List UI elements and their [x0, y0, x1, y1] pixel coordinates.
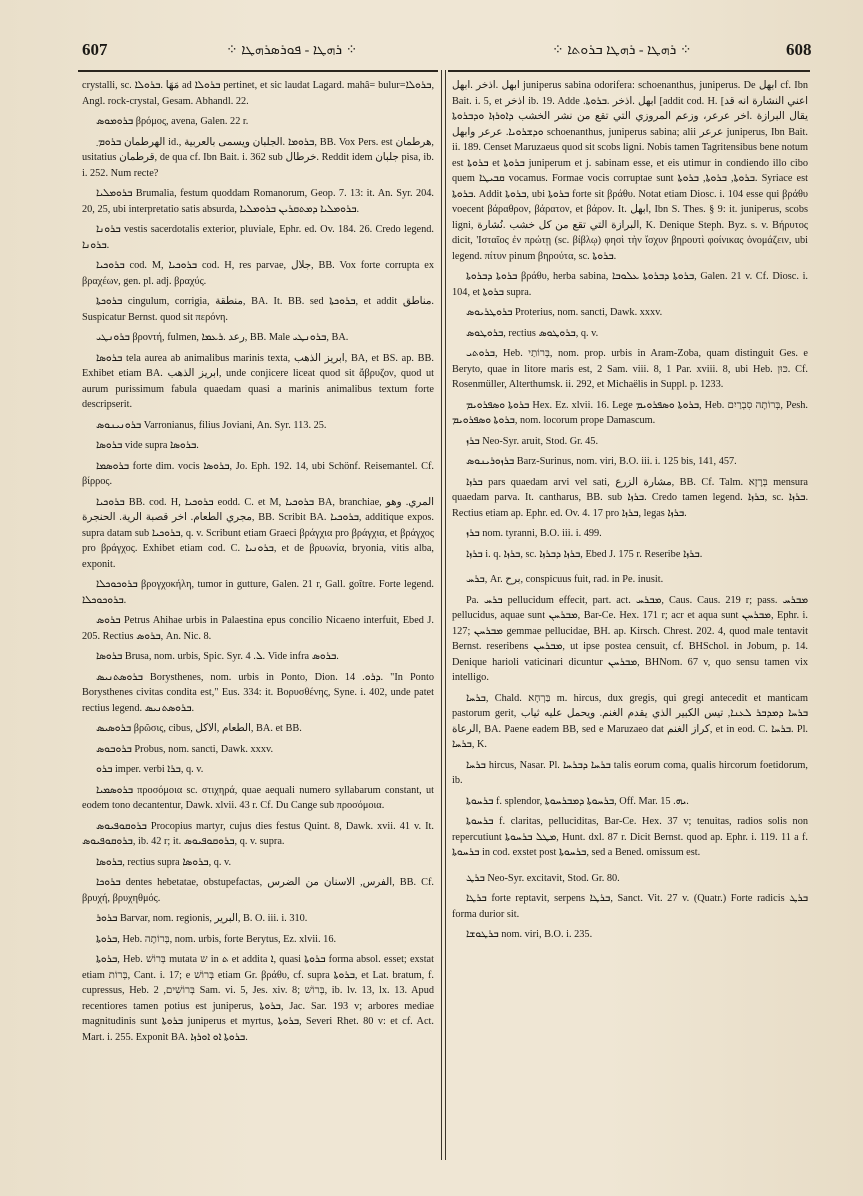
dictionary-entry: ܒܪܛ Neo-Syr. excitavit, Stod. Gr. 80. [466, 872, 620, 884]
left-header-rule [78, 70, 438, 72]
dictionary-entry: crystalli, sc. مَهَا .ܒܪܘܠܐ ad ܒܪܘܠܐ pertinet, et sic laudat Lagard. mahâ= bulur=ܒܪܘܠܐ, Angl. rock-crystal, Gesam. Abhandl. 22. [82, 80, 434, 107]
left-column [82, 78, 434, 1178]
right-page-number: 608 [786, 40, 812, 59]
dictionary-entry: ܒܪܘܩܘܦܝܘܣ Procopius martyr, cujus dies festus Quint. 8, Dawk. xvii. 41 v. It. ܒܪܘܩܘܦܝܘܣ, ib. 42 r; it. ܒܪܘܩܘܦܝܘܣ, q. v. supra. [82, 820, 434, 847]
dictionary-entry: ܒܪܘܪ Barvar, nom. regionis, البرير, B. O. iii. i. 310. [96, 913, 308, 924]
dictionary-entry: ܒܪܘ imper. verbi ܒܪܐ, q. v. [96, 764, 204, 775]
dictionary-entry: ܒܪܛܘܫܐ nom. viri, B.O. i. 235. [466, 929, 593, 940]
dictionary-entry: ܒܪܘܡܠܝܐ Brumalia, festum quoddam Romanorum, Geop. 7. 13: it. An. Syr. 204. 20, 25, ubi interpretatio satis absurda, ܒܪܘܡܠܝܐ ܕܡܬܩܪܝܢ ܒܪܘܡܠܝܐ. [82, 188, 434, 215]
dictionary-entry: ܒܪܘܟܘܟܠܐ βρογχοκήλη, tumor in gutture, Galen. 21 r, Gall. goître. Forte legend. ܒܪܘܟܘܟܠܐ. [82, 579, 434, 606]
dictionary-entry: ܒܪܘܣܝܣ βρῶσις, cibus, الطعام ,الاكل, BA. et BB. [96, 723, 302, 734]
dictionary-entry: ܒܪܘܣܐ tela aurea ab animalibus marinis texta, ابريز الذهب, BA, et BS. ap. BB. Exhibet etiam BA. ابريز الذهب, unde conjicere liceat quod sit ἄβρυζον, quod ut aurum purissimum fabula quaedam quasi a marinis animalibus textum forte descripserit. [82, 352, 434, 410]
dictionary-entry: ابهل .اذخر .ابهل juniperus sabina odorifera: schoenanthus, juniperus. De ابهل cf. Ibn Bait. i. 5, et اذخر ib. 19. Adde .ابهل .اذخر .ܒܪܘܬܐ [addit cod. H. [اعني النشارة انه قد يقال البرازة .اخر عرعر، وزعم المروزي التي تقع من نشر الخشب ܕܐܘܪܙܐ ܘܕܒܪܘܬܐ ܘܕܫܪܘܝܐ. عرعر وابهل schoenanthus, juniperus sabina; alii عرعر juniperus, Ibn Bait. ii. 189. Censet Maruzaeus quod sit scobs ligni. Nobis tamen Tagritensibus bene notum est ܒܪܘܬܐ et ܒܪܘܬܐ juniperum et j. sabinam esse, et eis utimur in condiendo illo cibo quem ܩܒܝܛܐ vocamus. Formae vocis corruptae sunt ܒܪܘܬܐ, ܒܪܘܬܐ, ܒܪܘܬܐ. Syriace est ܒܪܘܬܐ. Addit ܒܪܘܬܐ, ubi ܒܪܘܬܐ forte sit βράθυ. Notat etiam Diosc. i. 104 esse qui βράθυ voecent βάραθρον, βάρατον, et βάρον. It. ابهل, Ibn S. Thes. § 9: it. juniperus, scobs ligni, البرازة التي تقع من كل خشب .نُشارة, K. Denique Steph. Byz. s. v. Βήρυτος dicit, 'Ισταῖος ἐν πρώτῃ (sc. βίβλῳ) φησὶ τὴν ἴσχυν βηρουτὶ φοίνικας ὀνομάζειν, ubi legend. πίτυν pinum βηρούτα, sc. ܒܪܘܬܐ. [452, 80, 808, 262]
dictionary-entry: ܒܪܚ, Ar. برح, conspicuus fuit, rad. in Pe. inusit. [466, 574, 664, 585]
right-header-rule [448, 70, 810, 72]
dictionary-entry: ܒܪܚܐ, Chald. בַּרְחָא m. hircus, dux gregis, qui gregi antecedit et manticam pastorum gerit, ܒܪܚܐ ܕܡܕܒܪ ܠܥܢܐ, تيس الكبير الذي يقدم الغنم. ويحمل عليه ثياب الرعاة, BA. Paene eadem BB, sed e Maruzaeo dat كراز الغنم, et in eod. C. ܒܪܚܐ. Pl. ܒܪܚܐ, K. [452, 692, 808, 750]
dictionary-entry: ܒܪܘܬܐ ܕܒܪܘܬܐ βράθυ, herba sabina, ܒܪܘܬܐ ܕܒܪܘܬܐ ܥܠܘܒܐ, Galen. 21 v. Cf. Diosc. i. 104, et ܒܪܘܬܐ supra. [452, 271, 808, 298]
left-running-title: ⁘ ܪܗܛܐ - ܦܘܪܣܪܗܛܐ ⁘ [226, 43, 358, 58]
dictionary-entry: ܒܪܘܛܪܝܘܣ Proterius, nom. sancti, Dawk. xxxv. [466, 307, 663, 318]
dictionary-entry: ܒܪܘܣܐ, rectius supra ܒܪܘܣܐ, q. v. [96, 856, 232, 868]
dictionary-entry: ܒܪܘܣܡܝܐ προσόμοια sc. στιχηρά, quae aequali numero syllabarum constant, ut eodem tono decantentur, Dawk. xlvii. 43 r. Cf. Du Cange sub προσόμοια. [82, 784, 434, 811]
dictionary-entry: ܒܪܘܣܬܢܝܣ Borysthenes, nom. urbis in Ponto, Dion. ܕܪܘ. 14. "In Ponto Borysthenes civitas condita est," Eus. 334: it. Βορυσθένης, Syne. i. 402, unde patet rectius legend. ܒܪܘܣܬܢܝܣ. [82, 671, 434, 714]
dictionary-entry: ܒܪܘܟܝܐ cod. M, ܒܪܘܟܝܐ cod. H, res parvae, جلال, BB. Vox forte corrupta ex βραχέων, gen. pl. adj. βραχύς. [82, 260, 434, 287]
dictionary-entry: ܒܪܘܣܐ Brusa, nom. urbis, Spic. Syr. ܠ. 4. Vide infra ܒܪܘܣ. [96, 651, 339, 662]
dictionary-entry: ܒܪܘܒܘܣ Probus, nom. sancti, Dawk. xxxv. [96, 743, 274, 755]
dictionary-entry: ܒܪܙ nom. tyranni, B.O. iii. i. 499. [466, 528, 602, 539]
dictionary-entry: Pa. ܒܪܚ pellucidum effecit, part. act. ܡܒܪܚ, Caus. Caus. 219 r; pass. ܡܒܪܚ pellucidus, aquae sunt ܡܒܪܚܢ, Bar-Ce. Hex. 171 r; acr et aqua sunt ܡܒܪܚܢ, Ephr. i. 127; ܡܒܪܚܢ gemmae pellucidae, BH. ap. Kirsch. Chrest. 202. 4, quod male tentavit Bernst. reseribens ܡܒܪܚܢ, ut ipse postea censuit, cf. BHSchol. in Jobum, p. 14. Denique harioli vaticinari dicuntur ܡܒܪܚܢ, BHNom. 67 v, quo sensu tamen vix intelligo. [452, 594, 808, 683]
dictionary-entry: ܒܪܚܐ hircus, Nasar. Pl. ܒܪܚܐ ܕܒܪܚܐ talis eorum coma, qualis hircorum foetidorum, ib. [452, 759, 808, 786]
left-page-number: 607 [82, 40, 108, 59]
column-divider [441, 70, 446, 1160]
dictionary-entry: ܒܪܙܘܪܝܢܘܣ Barz-Surinus, nom. viri, B.O. iii. i. 125 bis, 141, 457. [466, 456, 737, 467]
dictionary-entry: ܒܪܘܢܐ vestis sacerdotalis exterior, pluviale, Ephr. ed. Ov. 184. 26. Credo legend. ܒܪܘܢܐ. [82, 224, 434, 251]
right-column [452, 78, 808, 1178]
dictionary-entry: ܒܪܙܐ i. q. ܒܪܙܐ, sc. ܒܪܙܐ ܕܒܪܙܐ, Ebed J. 175 r. Reseribe ܒܪܙܐ. [466, 548, 703, 560]
running-header [0, 40, 863, 66]
dictionary-entry: ܒܪܘܣ Petrus Ahihae urbis in Palaestina epus concilio Nicaeno interfuit, Ebed J. 205. Rectius ܒܪܘܣ, An. Nic. 8. [82, 615, 434, 642]
dictionary-entry: ܒܪܘܢܝܢܘܣ Varronianus, filius Joviani, An. Syr. 113. 25. [96, 419, 327, 431]
dictionary-entry: ܒܪܘܢܛܝ βροντή, fulmen, رعد .ܪܥܡܐ, BB. Male ܒܪܘܢܛܝ, BA. [96, 332, 349, 343]
dictionary-entry: ܒܪܘܬܝ, Heb. בְּרוֹתַי, nom. prop. urbis in Aram-Zoba, quam distinguit Ges. e Beryto, quae in litore maris est, 2 Sam. viii. 8, 1 Par. xviii. 8, ubi Heb. כּוּן. Cf. Rosenmüller, Alterthumsk. ii. 292, et Michaëlis in Suppl. p. 1233. [452, 348, 808, 390]
dictionary-entry: الهرطمان ܒܪܘܡ܂ id., ܒܪܘܡܐ .الجلبان ويسمى بالعربية, BB. Vox Pers. est هرطمان, usitatius قرطمان, de qua cf. Ibn Bait. i. 362 sub خرطال. Reddit idem جلبان pisa, ib. i. 252. Num recte? [82, 136, 434, 179]
dictionary-entry: ܒܪܘܬܐ, Heb. בְּרוֹשׁ mutata ש in ܬ et addita ܐ, quasi ܒܪܘܬܐ forma absol. esset; exstat etiam בְּרוֹת, Cant. i. 17; e בְּרוֹשׁ etiam Gr. βράθυ, cf. supra ܒܪܘܬܐ, et Lat. bratum, f. cupressus, Heb. בְּרוֹשִׁים, 2 Sam. vi. 5, Jes. xiv. 8; בְּרוֹשׁ, ib. lv. 13, lx. 13. Apud recentiores tamen potius est juniperus, ܒܪܘܬܐ, Jac. Sar. 193 v; arbores mediae magnitudinis sunt ܒܪܘܬܐ juniperus et myrtus, ܒܪܘܬܐ, Severi Rhet. 80 v: et cf. Act. Mart. i. 255. Exponit BA. ܒܪܘܬܐ ܐܘ ܐܘܪܙܐ. [82, 954, 434, 1043]
dictionary-entry: ܒܪܘܬܐ, Heb. בְּרוֹתָה, nom. urbis, forte Berytus, Ez. xlvii. 16. [96, 933, 337, 945]
dictionary-entry: ܒܪܘܬܐ ܘܣܦܪܘܝܡ Hex. Ez. xlvii. 16. Lege ܒܪܘܬܐ ܘܣܦܪܘܝܡ, Heb. בְּרוֹתָה סִבְרַיִם, Pesh. ܒܪܘܬܐ ܘܣܦܪܘܝܡ, nom. locorum prope Damascum. [452, 399, 808, 426]
dictionary-entry: ܒܪܘܟܐ dentes hebetatae, obstupefactas, الفرس, الاسنان من الضرس, BB. Cf. βρυχή, βρυχηθμός. [82, 877, 434, 904]
dictionary-entry: ܒܪܙ Neo-Syr. aruit, Stod. Gr. 45. [466, 435, 599, 447]
dictionary-entry: ܒܪܘܟܝܐ BB. cod. H, ܒܪܘܟܝܐ eodd. C. et M, ܒܪܘܟܝܐ BA, branchiae, المري. وهو مجري الطعام. اخر قصبة الرية. الحنجرة, BB. Scribit BA. ܒܪܘܟܝܐ, additique expos. supra datam sub ܒܪܘܟܝܐ, q. v. Scribunt etiam Graeci βράγχια pro βράγχια, et βράγχος pro βράγχος. Exhibet etiam cod. C. ܒܪܘܢܝܐ, et de βρυωνία, bryonia, vitis alba, exponit. [82, 496, 434, 570]
dictionary-entry: ܒܪܘܣܐ vide supra ܒܪܘܣܐ. [96, 440, 199, 451]
dictionary-entry: ܒܪܘܛܘܣ, rectius ܒܪܘܛܘܣ, q. v. [466, 327, 599, 339]
dictionary-entry: ܒܪܙܐ pars quaedam arvi vel sati, مشارة الزرع, BB. Cf. Talm. בְּרָזָא mensura quaedam parva. It. cantharus, BB. sub ܒܪܙܐ. Credo tamen legend. ܒܪܙܐ, sc. ܒܪܙܐ. Rectius etiam ap. Ephr. ed. Ov. 4. 17 pro ܒܪܙܐ, legas ܒܪܙܐ. [452, 476, 808, 519]
dictionary-entry: ܒܪܛܐ forte reptavit, serpens ܒܪܛܐ, Sanct. Vit. 27 v. (Quatr.) Forte radicis ܒܪܛ forma durior sit. [452, 893, 808, 920]
dictionary-entry: ܒܪܚܘܬܐ f. splendor, ܒܪܚܘܬܐ ܕܡܒܪܚܘܬܐ, Off. Mar. ܝܗ. 15. [466, 795, 689, 807]
dictionary-entry: ܒܪܘܟܬܐ cingulum, corrigia, منطقة, BA. It. BB. sed ܒܪܘܟܬܐ, et addit مناطق. Suspicatur Bernst. quod sit περόνη. [82, 296, 434, 323]
dictionary-entry: ܒܪܘܡܘܣ βρόμος, avena, Galen. 22 r. [96, 116, 249, 127]
right-running-title: ⁘ ܪܗܛܐ - ܪܗܛܐ ܒܪܘܬܐ ⁘ [552, 43, 692, 58]
dictionary-entry: ܒܪܘܣܡܐ forte dim. vocis ܒܪܘܣܐ, Jo. Eph. 192. 14, ubi Schönf. Reisemantel. Cf. βίρρος. [82, 460, 434, 487]
dictionary-entry: ܒܪܚܘܬܐ f. claritas, pelluciditas, Bar-Ce. Hex. 37 v; tenuitas, radios solis non repercutiunt ܡܛܠ ܒܪܚܘܬܐ, Hunt. dxl. 87 r. Dicit Bernst. quod ap. Ephr. i. 119. 11 a f. ܒܪܚܘܬܐ in cod. exstet post ܒܪܚܘܬܐ, sed a Bened. omissum est. [452, 816, 808, 858]
